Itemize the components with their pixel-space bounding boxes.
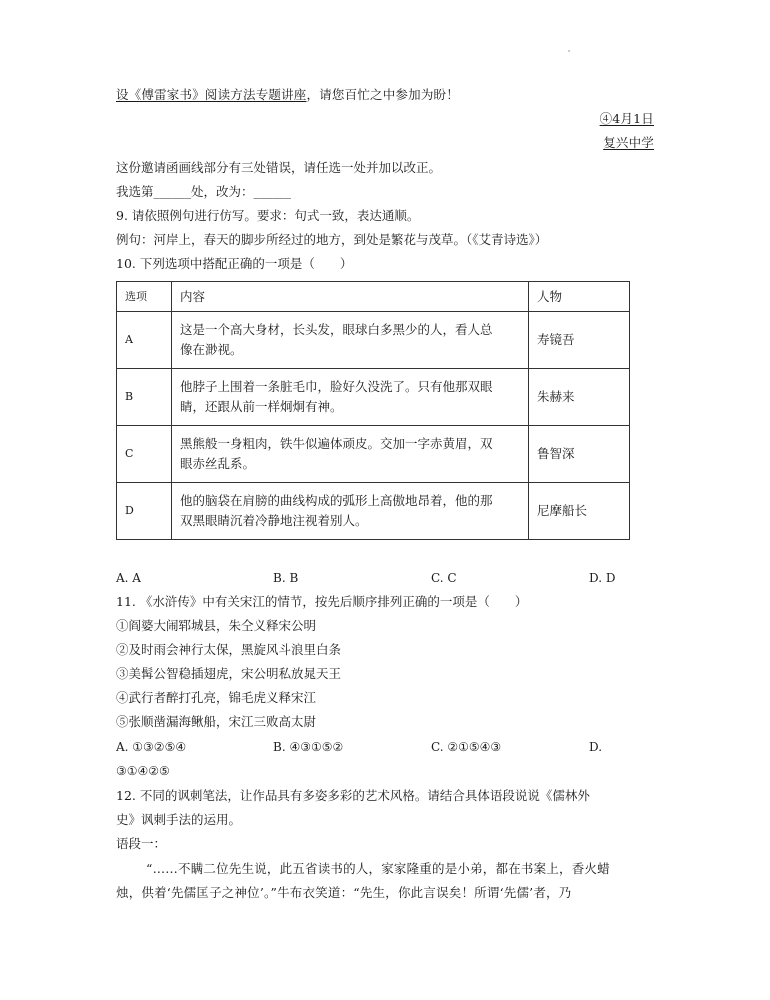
row-option: B bbox=[117, 369, 172, 426]
q8-instruction: 这份邀请函画线部分有三处错误，请任选一处并加以改正。 bbox=[116, 160, 442, 175]
q8-answer-line: 我选第______处，改为：______ bbox=[116, 184, 292, 199]
row-content bbox=[172, 483, 529, 540]
row-content bbox=[172, 312, 529, 369]
q10-prompt: 10. 下列选项中搭配正确的一项是（ ） bbox=[116, 256, 353, 271]
table-row bbox=[117, 483, 630, 540]
q11-item: ④武行者醉打孔亮，锦毛虎义释宋江 bbox=[116, 690, 317, 705]
row-option: A bbox=[117, 312, 172, 369]
table-row bbox=[117, 369, 630, 426]
q12-prompt-line: 史》讽刺手法的运用。 bbox=[116, 812, 242, 827]
row-content-line: 眼赤丝乱系。 bbox=[180, 456, 256, 471]
letter-underlined-text: 设《傅雷家书》阅读方法专题讲座 bbox=[116, 87, 307, 102]
q11-item: ⑤张顺凿漏海鳅船，宋江三败高太尉 bbox=[116, 714, 317, 729]
q11-choice-a: A. ①③②⑤④ bbox=[116, 740, 187, 754]
table-header-row bbox=[117, 282, 630, 312]
row-person: 朱赫来 bbox=[529, 369, 630, 426]
q11-item: ②及时雨会神行太保，黑旋风斗浪里白条 bbox=[116, 642, 342, 657]
q11-prompt: 11. 《水浒传》中有关宋江的情节，按先后顺序排列正确的一项是（ ） bbox=[116, 594, 528, 609]
row-content-line: 这是一个高大身材，长头发，眼球白多黑少的人，看人总 bbox=[180, 322, 493, 337]
row-person: 寿镜吾 bbox=[529, 312, 630, 369]
row-content-line: 双黑眼睛沉着冷静地注视着别人。 bbox=[180, 513, 368, 528]
row-content-line: 他脖子上围着一条脏毛巾，脸好久没洗了。只有他那双眼 bbox=[180, 379, 493, 394]
header-option: 选项 bbox=[117, 282, 172, 312]
row-person: 尼摩船长 bbox=[529, 483, 630, 540]
q10-choice-c: C. C bbox=[431, 571, 457, 585]
table-row bbox=[117, 312, 630, 369]
row-content-line: 睛，还跟从前一样炯炯有神。 bbox=[180, 399, 343, 414]
letter-date: ④4月1日 bbox=[599, 111, 654, 126]
row-content-line: 像在渺视。 bbox=[180, 342, 243, 357]
table-row bbox=[117, 426, 630, 483]
q11-choice-d: D. bbox=[589, 740, 603, 754]
q12-passage-line: 烛，供着‘先儒匡子之神位’。”牛布衣笑道：“先生，你此言误矣！所谓‘先儒’者，乃 bbox=[116, 885, 572, 900]
q11-choice-c: C. ②①⑤④③ bbox=[431, 740, 502, 754]
row-person: 鲁智深 bbox=[529, 426, 630, 483]
q10-options-table bbox=[116, 281, 630, 540]
header-person: 人物 bbox=[529, 282, 630, 312]
q10-choice-b: B. B bbox=[273, 571, 299, 585]
q11-item: ①阎婆大闹郓城县，朱仝义释宋公明 bbox=[116, 618, 317, 633]
row-option: D bbox=[117, 483, 172, 540]
row-content-line: 他的脑袋在肩膀的曲线构成的弧形上高傲地昂着，他的那 bbox=[180, 493, 493, 508]
row-content-line: 黑熊般一身粗肉，铁牛似遍体顽皮。交加一字赤黄眉，双 bbox=[180, 436, 493, 451]
letter-rest-text: ，请您百忙之中参加为盼！ bbox=[306, 87, 459, 102]
q10-choice-d: D. D bbox=[589, 571, 616, 585]
q12-passage-label: 语段一： bbox=[116, 836, 167, 851]
row-option: C bbox=[117, 426, 172, 483]
q10-choice-a: A. A bbox=[116, 571, 141, 585]
q11-choice-d-wrap: ③①④②⑤ bbox=[116, 764, 170, 778]
q9-prompt: 9. 请依照例句进行仿写。要求：句式一致，表达通顺。 bbox=[116, 208, 420, 223]
letter-signature: 复兴中学 bbox=[603, 135, 654, 150]
row-content bbox=[172, 369, 529, 426]
header-content: 内容 bbox=[172, 282, 529, 312]
q9-example: 例句：河岸上，春天的脚步所经过的地方，到处是繁花与茂草。（《艾青诗选》） bbox=[116, 232, 548, 247]
q12-passage-line: “……不瞒二位先生说，此五省读书的人，家家隆重的是小弟，都在书案上，香火蜡 bbox=[146, 861, 610, 876]
row-content bbox=[172, 426, 529, 483]
q12-prompt-line: 12. 不同的讽刺笔法，让作品具有多姿多彩的艺术风格。请结合具体语段说说《儒林外 bbox=[116, 788, 590, 803]
letter-body-line bbox=[116, 86, 459, 104]
q11-item: ③美髯公智稳插翅虎，宋公明私放晁天王 bbox=[116, 666, 342, 681]
q11-choice-b: B. ④③①⑤② bbox=[273, 740, 344, 754]
scan-speck bbox=[568, 50, 570, 52]
